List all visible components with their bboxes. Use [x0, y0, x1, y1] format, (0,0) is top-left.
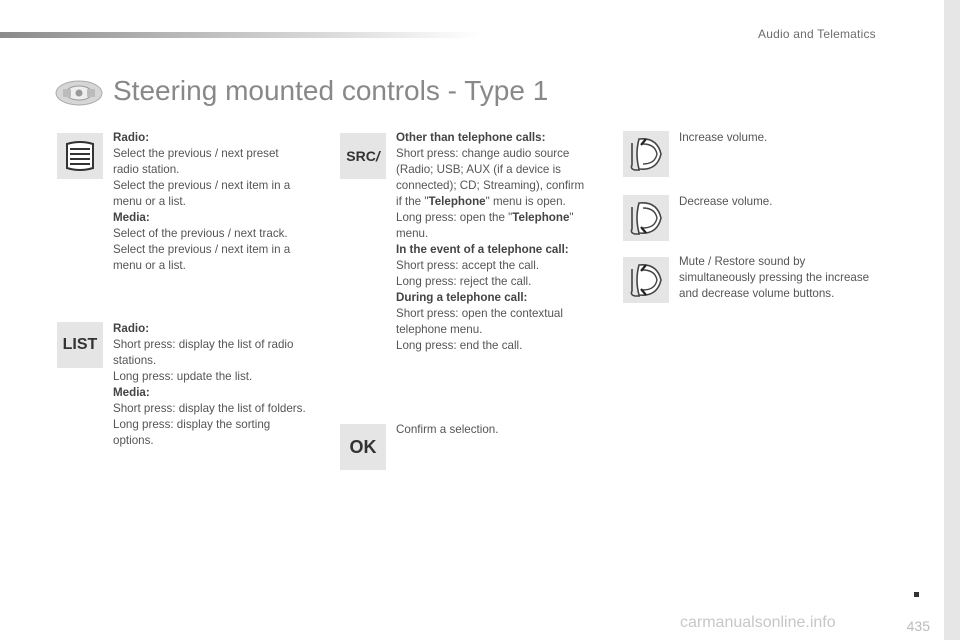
- heading-other-calls: Other than telephone calls:: [396, 131, 546, 144]
- desc-line: [396, 194, 606, 210]
- heading-in-call: In the event of a telephone call:: [396, 243, 569, 256]
- volume-down-tile: [623, 195, 669, 241]
- ok-description: [396, 422, 596, 438]
- desc-line: Short press: display the list of folders.: [113, 402, 306, 415]
- page-number: 435: [906, 618, 930, 634]
- page-title: Steering mounted controls - Type 1: [113, 75, 549, 106]
- desc-line: Select of the previous / next track.: [113, 227, 288, 240]
- desc-fragment: if the ": [396, 195, 429, 208]
- src-text: SRC: [346, 148, 376, 164]
- page-edge-strip: [944, 0, 960, 640]
- mute-tile: [623, 257, 669, 303]
- telephone-term: Telephone: [428, 195, 486, 208]
- desc-line: (Radio; USB; AUX (if a device is: [396, 163, 561, 176]
- desc-line: Long press: end the call.: [396, 339, 523, 352]
- desc-line: connected); CD; Streaming), confirm: [396, 179, 585, 192]
- desc-line: Increase volume.: [679, 131, 768, 144]
- desc-line: Select the previous / next item in a: [113, 243, 291, 256]
- mute-description: [679, 254, 899, 302]
- thumbwheel-icon: [63, 141, 97, 171]
- desc-line: Confirm a selection.: [396, 423, 499, 436]
- seek-thumbwheel-tile: [57, 133, 103, 179]
- desc-line: Long press: update the list.: [113, 370, 253, 383]
- section-label: Audio and Telematics: [758, 27, 876, 41]
- volume-up-tile: [623, 131, 669, 177]
- desc-line: Long press: reject the call.: [396, 275, 532, 288]
- desc-line: [396, 210, 606, 226]
- watermark: carmanualsonline.info: [680, 614, 836, 631]
- desc-line: menu or a list.: [113, 195, 186, 208]
- desc-line: Decrease volume.: [679, 195, 773, 208]
- desc-line: radio station.: [113, 163, 180, 176]
- desc-line: Short press: accept the call.: [396, 259, 540, 272]
- page-marker: [914, 592, 919, 597]
- list-button-label: LIST: [62, 336, 98, 353]
- list-description: [113, 321, 328, 449]
- heading-media: Media:: [113, 386, 150, 399]
- desc-line: Short press: change audio source: [396, 147, 570, 160]
- desc-line: Short press: display the list of radio: [113, 338, 294, 351]
- steering-wheel-icon: [54, 78, 104, 108]
- desc-line: telephone menu.: [396, 323, 483, 336]
- heading-radio: Radio:: [113, 322, 150, 335]
- seek-description: [113, 130, 318, 274]
- heading-during-call: During a telephone call:: [396, 291, 528, 304]
- volume-down-control-icon: [627, 199, 665, 237]
- src-button-tile: [340, 133, 386, 179]
- desc-line: simultaneously pressing the increase: [679, 271, 870, 284]
- phone-slash-icon: /: [375, 148, 380, 164]
- desc-line: and decrease volume buttons.: [679, 287, 835, 300]
- mute-control-icon: [627, 261, 665, 299]
- desc-fragment: " menu is open.: [485, 195, 566, 208]
- volume-up-control-icon: [627, 135, 665, 173]
- desc-line: stations.: [113, 354, 157, 367]
- src-description: [396, 130, 606, 354]
- desc-line: Select the previous / next preset: [113, 147, 279, 160]
- ok-button-label: OK: [349, 436, 377, 457]
- desc-line: Mute / Restore sound by: [679, 255, 806, 268]
- heading-radio: Radio:: [113, 131, 150, 144]
- volume-up-description: [679, 130, 894, 146]
- ok-button-tile: [340, 424, 386, 470]
- telephone-term: Telephone: [512, 211, 570, 224]
- desc-line: menu.: [396, 227, 429, 240]
- desc-fragment: ": [569, 211, 574, 224]
- list-button-tile: [57, 322, 103, 368]
- volume-down-description: [679, 194, 894, 210]
- desc-line: Short press: open the contextual: [396, 307, 563, 320]
- desc-fragment: Long press: open the ": [396, 211, 513, 224]
- desc-line: Select the previous / next item in a: [113, 179, 291, 192]
- heading-media: Media:: [113, 211, 150, 224]
- desc-line: Long press: display the sorting: [113, 418, 271, 431]
- desc-line: options.: [113, 434, 154, 447]
- desc-line: menu or a list.: [113, 259, 186, 272]
- src-button-label: [346, 148, 379, 164]
- header-bar: [0, 32, 480, 38]
